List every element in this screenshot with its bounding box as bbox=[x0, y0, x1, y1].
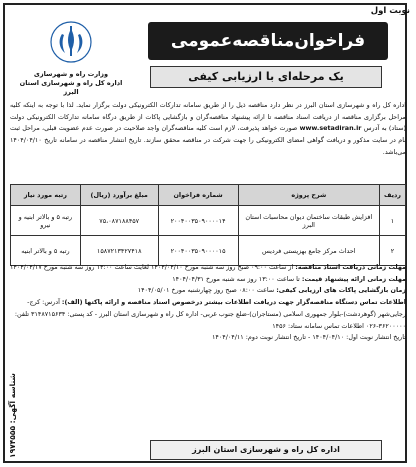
intro-line-3-post: صورت خواهد پذیرفت، لازم است کلیه مناقصه‌گران bbox=[161, 124, 298, 133]
tender-table bbox=[10, 184, 406, 266]
note-text-2: کد پستی: ۳۱۴۸۷۱۵۶۳۴ تلفن: ۳۶۲۰۰۰۰۰-۰۲۶ اطلاعات تماس سامانه ستاد: ۱۴۵۶ bbox=[14, 309, 406, 330]
round-label: نوبت اول bbox=[370, 6, 410, 16]
required-grade: رتبه ۵ و بالاتر ابنیه bbox=[11, 236, 81, 266]
intro-line-1: اداره کل راه و شهرسازی استان البرز در نظر دارد مناقصه ذیل را از طریق سامانه تدارکات الکترونیکی دولت برگزار نماید. لذا با توجه bbox=[45, 101, 407, 109]
tender-number: ۲۰۰۴۰۰۳۵۰۹۰۰۰۰۱۴ bbox=[158, 206, 238, 236]
note-opening-time bbox=[10, 285, 406, 297]
row-number: ۲ bbox=[380, 236, 406, 266]
tender-notes bbox=[10, 262, 406, 344]
note-text: تا ساعت ۱۳:۰۰ روز سه شنبه مورخ ۱۴۰۴/۰۴/۳۱ bbox=[172, 274, 300, 283]
intro-line-2: به اینکه کلیه مراحل برگزاری مناقصه از دریافت اسناد مناقصه تا ارائه پیشنهاد مناقصه‌گران و بازگشایی پاکات از طریق درگاه bbox=[10, 101, 406, 121]
note-text: تاریخ انتشار نوبت اول: ۱۴۰۴/۰۴/۱۰ - تاریخ انتشار نوبت دوم: ۱۴۰۴/۰۴/۱۱ bbox=[211, 333, 406, 342]
estimate-amount: ۷۵،۰۸۷۱۸۸۴۵۷ bbox=[80, 206, 158, 236]
ad-id-side bbox=[6, 330, 18, 460]
note-text: ساعت ۰۸:۰۰ صبح روز چهارشنبه مورخ ۱۴۰۴/۰۵/۰۱ bbox=[137, 286, 275, 295]
subtitle-banner: یک مرحله‌ای با ارزیابی کیفی bbox=[150, 66, 382, 88]
note-label: زمان بازگشایی پاکات های ارزیابی کیفی: bbox=[276, 286, 406, 295]
table-row bbox=[11, 236, 406, 266]
row-number: ۱ bbox=[380, 206, 406, 236]
note-text: آدرس: کرج-رجایی‌شهر (گوهردشت)-بلوار جمهوری اسلامی (مستاجران)-ضلع جنوب غربی- اداره کل راه و شهرسازی استان البرز - bbox=[27, 298, 406, 318]
ministry-line-2: اداره کل راه و شهرسازی استان البرز bbox=[19, 78, 123, 96]
estimate-amount: ۱۵۸۷۲۱۳۴۲۷۴۱۸ bbox=[80, 236, 158, 266]
note-contact-info bbox=[10, 297, 406, 332]
title-banner: فراخوان‌مناقصه‌عمومی bbox=[148, 22, 388, 60]
intro-line-5: مناقصه محقق سازند. تاریخ انتشار مناقصه در سامانه تاریخ ۱۴۰۴/۰۴/۱۰ می‌باشد. bbox=[10, 136, 406, 156]
col-header-description: شرح پروژه bbox=[238, 185, 379, 206]
footer-issuer: اداره کل راه و شهرسازی استان البرز bbox=[150, 440, 382, 460]
ad-id-text: شناسه آگهی: ۱۹۷۴۵۵۵ bbox=[8, 373, 17, 458]
intro-line-4: واجد صلاحیت در صورت عدم عضویت قبلی، مراحل ثبت نام در سایت مذکور و دریافت گواهی امضای الکترونیکی را جهت شرکت در bbox=[10, 124, 406, 145]
ministry-name bbox=[12, 70, 130, 96]
required-grade: رتبه ۵ و بالاتر ابنیه و نیرو bbox=[11, 206, 81, 236]
note-text-2: مورخ ۱۴۰۴/۰۴/۱۷ bbox=[9, 263, 58, 271]
note-label: اطلاعات تماس دستگاه مناقصه‌گزار جهت دریافت اطلاعات بیشتر درخصوص اسناد مناقصه و ارائه پاکتها (الف): bbox=[61, 298, 406, 307]
col-header-row-number: ردیف bbox=[380, 185, 406, 206]
setad-url-link[interactable]: www.setadiran.ir bbox=[299, 124, 362, 133]
ministry-header bbox=[12, 20, 130, 96]
project-description: احداث مرکز جامع بهزیستی فردیس bbox=[238, 236, 379, 266]
note-bid-deadline bbox=[10, 274, 406, 286]
note-label: مهلت زمانی دریافت اسناد مناقصه: bbox=[295, 263, 406, 271]
table-header-row bbox=[11, 185, 406, 206]
iran-emblem-icon bbox=[49, 20, 93, 64]
note-publication-dates bbox=[10, 332, 406, 344]
tender-number: ۲۰۰۴۰۰۳۵۰۹۰۰۰۰۱۵ bbox=[158, 236, 238, 266]
project-description: افزایش طبقات ساختمان دیوان محاسبات استان البرز bbox=[238, 206, 379, 236]
note-documents-deadline bbox=[10, 262, 406, 274]
intro-paragraph bbox=[10, 100, 406, 159]
col-header-grade: رتبه مورد نیاز bbox=[11, 185, 81, 206]
table-row bbox=[11, 206, 406, 236]
col-header-tender-number: شماره فراخوان bbox=[158, 185, 238, 206]
intro-line-3-pre: سامانه تدارکات الکترونیکی دولت (ستاد) به آدرس bbox=[10, 112, 406, 133]
col-header-estimate: مبلغ برآورد (ریال) bbox=[80, 185, 158, 206]
ministry-line-1: وزارت راه و شهرسازی bbox=[33, 70, 109, 78]
note-label: مهلت زمانی ارائه پیشنهاد قیمت: bbox=[301, 274, 406, 283]
note-text: از ساعت ۰۹:۰۰ صبح روز سه شنبه مورخ ۱۴۰۴/۰۴/۱۰ لغایت ساعت ۱۳:۰۰ روز سه شنبه bbox=[59, 263, 294, 271]
